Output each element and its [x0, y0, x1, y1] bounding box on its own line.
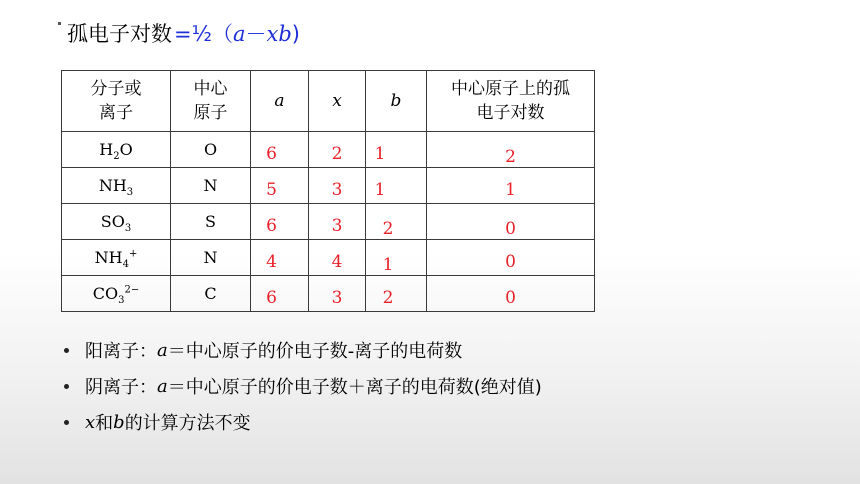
- b-cell: 1: [366, 132, 427, 168]
- table-row: [62, 168, 595, 204]
- lone-pair-cell: 0: [427, 276, 595, 312]
- center-atom-cell: S: [171, 204, 251, 240]
- lone-pair-cell: 1: [427, 168, 595, 204]
- b-cell: 2: [366, 204, 427, 240]
- title-text: 孤电子对数: [67, 22, 172, 46]
- header-lone-pairs: 中心原子上的孤 电子对数: [427, 71, 595, 132]
- formula-a: a: [232, 22, 246, 46]
- formula-x: x: [266, 22, 279, 46]
- center-atom-cell: C: [171, 276, 251, 312]
- bullet-dot: [64, 420, 69, 425]
- lone-pair-cell: 0: [427, 204, 595, 240]
- a-cell: 5: [251, 168, 309, 204]
- species-cell: $NH_3$: [62, 168, 171, 204]
- b-cell: 1: [366, 240, 427, 276]
- header-species: 分子或 离子: [62, 71, 171, 132]
- a-cell: 6: [251, 204, 309, 240]
- a-cell: 4: [251, 240, 309, 276]
- notes-list: [64, 332, 542, 440]
- b-cell: 1: [366, 168, 427, 204]
- b-cell: 2: [366, 276, 427, 312]
- a-cell: 6: [251, 132, 309, 168]
- x-cell: 3: [309, 276, 366, 312]
- table-row: [62, 240, 595, 276]
- formula-b: b: [278, 22, 292, 46]
- species-cell: $SO_3$: [62, 204, 171, 240]
- list-item: 阳离子： a ＝中心原子的价电子数-离子的电荷数: [64, 332, 542, 368]
- species-cell: $H_2O$: [62, 132, 171, 168]
- bullet-dot: [64, 384, 69, 389]
- x-cell: 2: [309, 132, 366, 168]
- title-formula: [174, 18, 300, 48]
- x-cell: 3: [309, 168, 366, 204]
- table-header-row: [62, 71, 595, 132]
- species-cell: $NH_4^+$: [62, 240, 171, 276]
- title-dot: [58, 22, 61, 25]
- formula-close: ): [291, 22, 300, 46]
- list-item: 阴离子： a ＝中心原子的价电子数＋离子的电荷数(绝对值): [64, 368, 542, 404]
- table-row: [62, 204, 595, 240]
- table-row: [62, 276, 595, 312]
- center-atom-cell: N: [171, 240, 251, 276]
- list-item: x 和 b 的计算方法不变: [64, 404, 542, 440]
- lone-pair-table: [61, 70, 595, 312]
- bullet-dot: [64, 348, 69, 353]
- x-cell: 4: [309, 240, 366, 276]
- header-a: a: [251, 71, 309, 132]
- center-atom-cell: N: [171, 168, 251, 204]
- header-center-atom: 中心 原子: [171, 71, 251, 132]
- table-row: [62, 132, 595, 168]
- formula-eq: =½（: [174, 22, 233, 46]
- center-atom-cell: O: [171, 132, 251, 168]
- header-b: b: [366, 71, 427, 132]
- species-cell: $CO_3^{2-}$: [62, 276, 171, 312]
- header-x: x: [309, 71, 366, 132]
- formula-minus: －: [245, 22, 267, 46]
- lone-pair-cell: 0: [427, 240, 595, 276]
- lone-pair-cell: 2: [427, 132, 595, 168]
- slide-title: [58, 16, 300, 50]
- x-cell: 3: [309, 204, 366, 240]
- a-cell: 6: [251, 276, 309, 312]
